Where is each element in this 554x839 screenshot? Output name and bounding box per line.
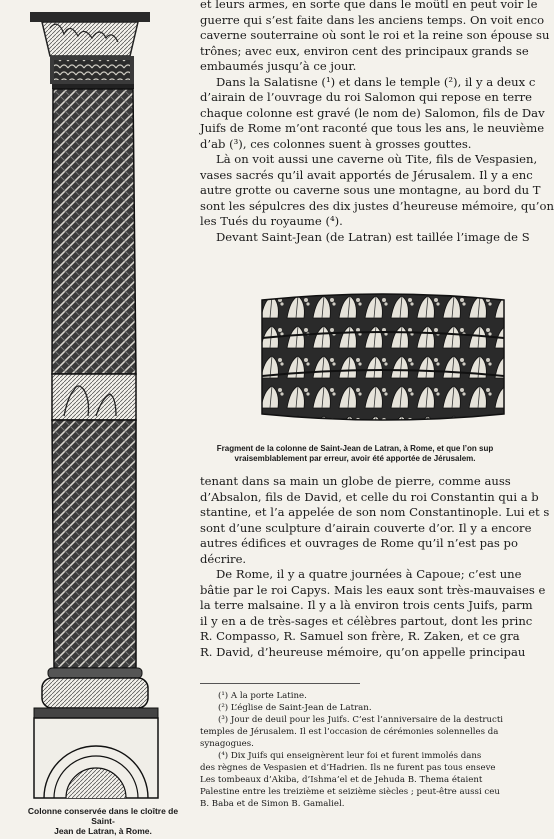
body-line: embaumés jusqu’à ce jour. — [200, 59, 357, 73]
body-line: autres édifices et ouvrages de Rome qu’il n’est pas po — [200, 536, 518, 550]
footnote-line: (⁴) Dix Juifs qui enseignèrent leur foi et furent immolés dans — [218, 751, 482, 761]
column-caption-line-2: Jean de Latran, à Rome. — [54, 826, 152, 836]
body-line: guerre qui s’est faite dans les anciens temps. On voit enco — [200, 12, 545, 27]
fragment-caption-line-2: vraisemblablement par erreur, avoir été apportée de Jérusalem. — [234, 454, 476, 463]
body-line: la terre malsaine. Il y a là environ trois cents Juifs, parm — [200, 598, 533, 612]
footnote-line: (¹) A la porte Latine. — [218, 691, 307, 701]
body-line: stantine, et l’a appelée de son nom Constantinople. Lui et s — [200, 505, 550, 519]
footnote-line: B. Baba et de Simon B. Gamaliel. — [200, 799, 345, 809]
body-line: il y en a de très-sages et célèbres partout, dont les princ — [200, 613, 533, 628]
body-line: Dans la Salatisne (¹) et dans le temple (²), il y a deux c — [216, 74, 536, 89]
body-line: Là on voit aussi une caverne où Tite, fils de Vespasien, — [216, 152, 538, 166]
body-line: trônes; avec eux, environ cent des principaux grands se — [200, 43, 529, 58]
column-engraving — [20, 6, 170, 806]
footnote-rule — [200, 683, 360, 684]
fragment-engraving — [258, 292, 508, 422]
footnote-line: (³) Jour de deuil pour les Juifs. C’est l’anniversaire de la destructi — [218, 715, 504, 725]
fragment-caption-line-1: Fragment de la colonne de Saint-Jean de Latran, à Rome, et que l’on sup — [216, 444, 494, 453]
body-line: sont d’une sculpture d’airain couverte d’or. Il y a encore — [200, 520, 532, 535]
footnote-line: Les tombeaux d’Akiba, d’Ishma’el et de Jehuda B. Thema étaient — [200, 775, 483, 785]
footnote-line: temples de Jérusalem. Il est l’occasion de cérémonies solennelles da — [200, 727, 499, 737]
footnotes — [200, 690, 510, 810]
footnote-line: synagogues. — [200, 739, 254, 749]
body-line: De Rome, il y a quatre journées à Capoue; c’est une — [216, 567, 522, 581]
body-line: autre grotte ou caverne sous une montagne, au bord du T — [200, 183, 541, 197]
body-line: caverne souterraine où sont le roi et la reine son épouse su — [200, 28, 550, 42]
body-line: vases sacrés qu’il avait apportés de Jérusalem. Il y a enc — [200, 167, 533, 182]
column-caption — [18, 806, 188, 836]
footnote-line: Palestine entre les treizième et seizième siècles ; peut-être aussi ceu — [200, 787, 500, 797]
body-line: chaque colonne est gravé (le nom de) Salomon, fils de Dav — [200, 105, 545, 120]
body-text-bottom — [200, 474, 550, 660]
body-line: R. Compasso, R. Samuel son frère, R. Zaken, et ce gra — [200, 629, 520, 643]
footnote-line: (²) L’église de Saint-Jean de Latran. — [218, 703, 372, 713]
body-line: Devant Saint-Jean (de Latran) est taillée l’image de S — [216, 229, 530, 244]
body-line: d’Absalon, fils de David, et celle du roi Constantin qui a b — [200, 489, 539, 504]
column-caption-line-1: Colonne conservée dans le cloître de Saint- — [27, 806, 179, 826]
fragment-caption — [205, 444, 505, 464]
body-line: les Tués du royaume (⁴). — [200, 214, 343, 228]
body-line: et leurs armes, en sorte que dans le moûtl en peut voir le — [200, 0, 538, 11]
body-line: d’airain de l’ouvrage du roi Salomon qui repose en terre — [200, 90, 533, 104]
body-line: R. David, d’heureuse mémoire, qu’on appelle principau — [200, 644, 526, 659]
body-text-top — [200, 0, 554, 245]
body-line: Juifs de Rome m’ont raconté que tous les ans, le neuvième — [200, 121, 545, 135]
body-line: bâtie par le roi Capys. Mais les eaux sont très-mauvaises e — [200, 582, 546, 597]
body-line: décrire. — [200, 551, 247, 566]
footnote-line: des règnes de Vespasien et d’Hadrien. Ils ne furent pas tous enseve — [200, 763, 496, 773]
body-line: tenant dans sa main un globe de pierre, comme auss — [200, 474, 511, 488]
body-line: sont les sépulcres des dix justes d’heureuse mémoire, qu’on — [200, 198, 554, 213]
body-line: d’ab (³), ces colonnes suent à grosses gouttes. — [200, 136, 472, 151]
